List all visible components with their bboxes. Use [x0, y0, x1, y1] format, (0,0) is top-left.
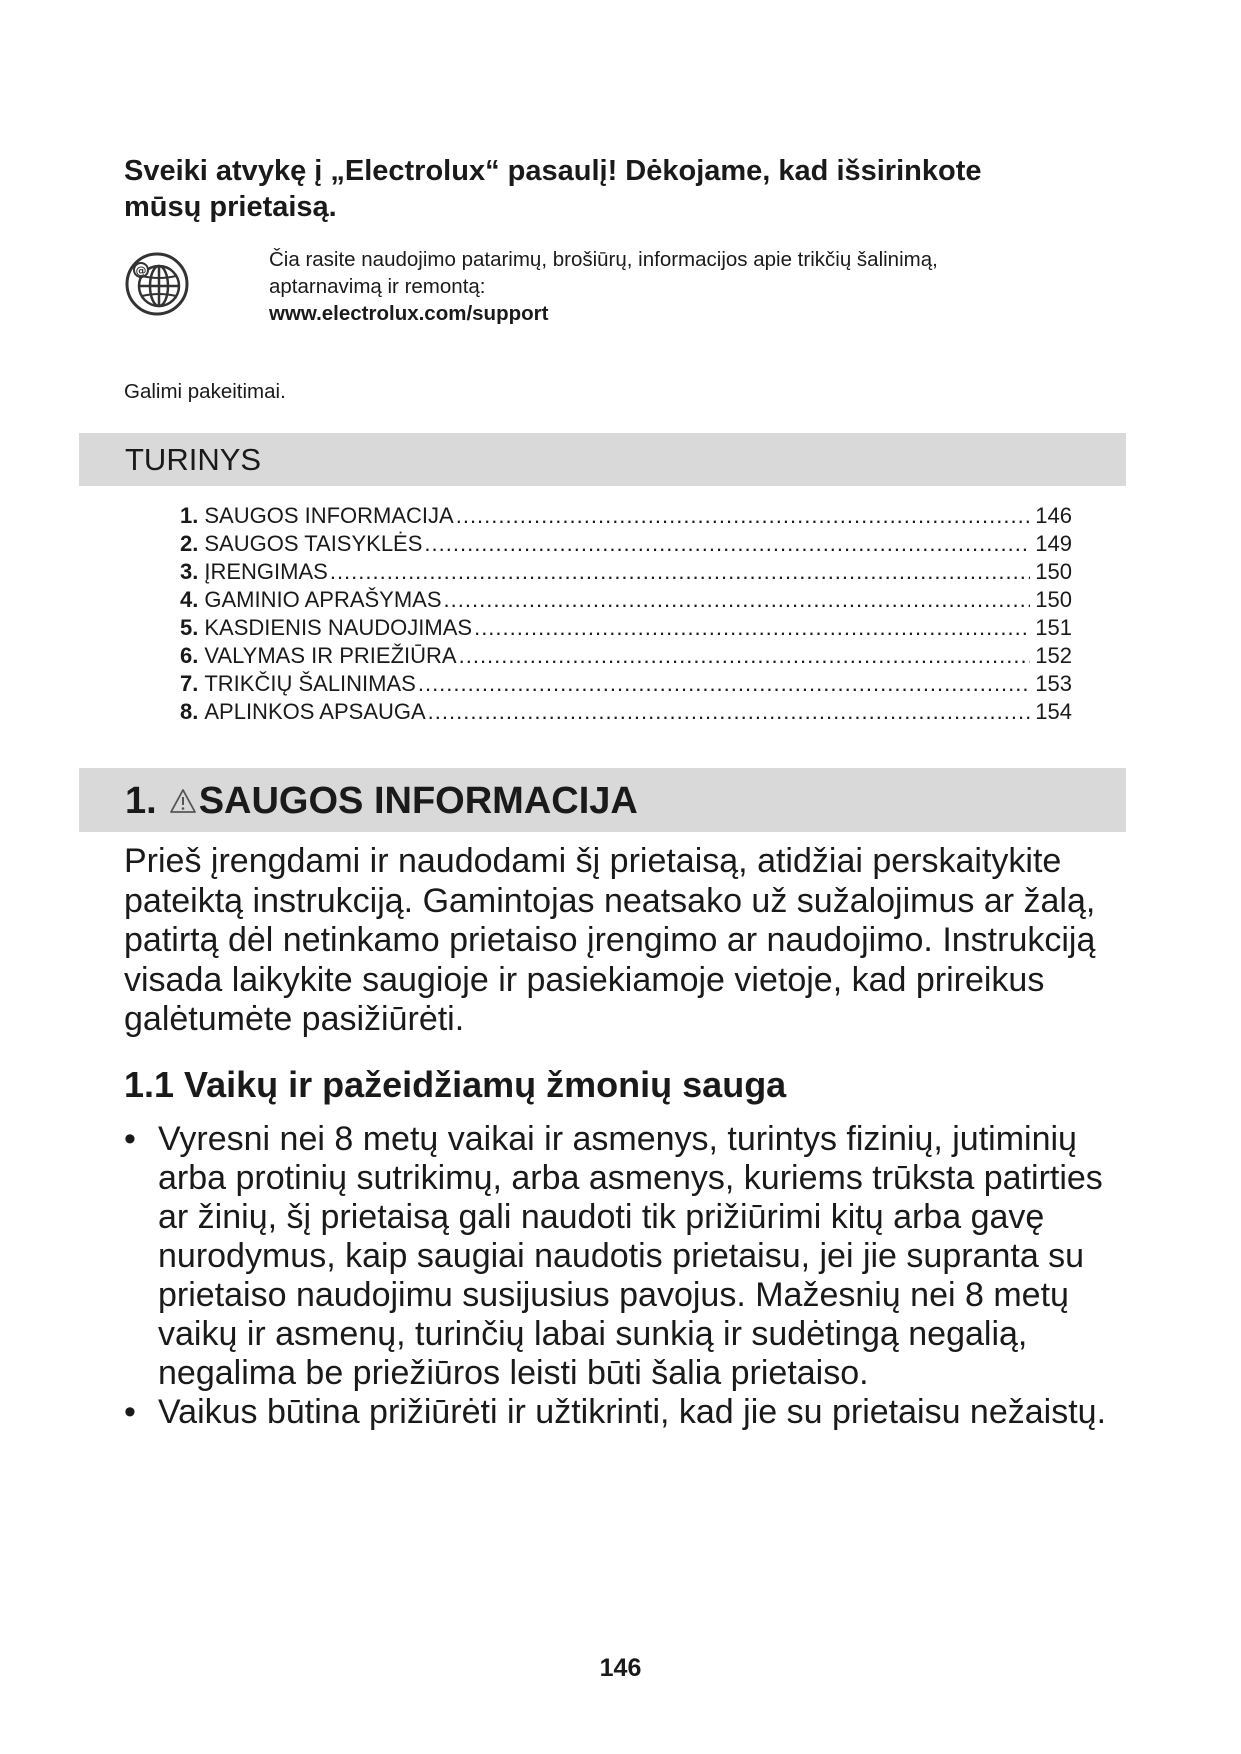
- globe-web-icon: [124, 251, 190, 317]
- toc-item[interactable]: [180, 558, 1072, 586]
- toc-item[interactable]: [180, 670, 1072, 698]
- toc-item-label: ĮRENGIMAS: [204, 559, 328, 584]
- list-item-text: Vaikus būtina prižiūrėti ir užtikrinti, kad jie su prietaisu nežaistų.: [158, 1393, 1107, 1431]
- toc-item-label: SAUGOS TAISYKLĖS: [204, 531, 423, 556]
- toc-item-page: 149: [1035, 531, 1072, 556]
- toc-leader-dots: [330, 558, 1030, 586]
- toc-item-label: KASDIENIS NAUDOJIMAS: [204, 615, 473, 640]
- toc-item[interactable]: [180, 530, 1072, 558]
- toc-title: TURINYS: [125, 442, 262, 477]
- toc-item[interactable]: [180, 642, 1072, 670]
- toc-item[interactable]: [180, 502, 1072, 530]
- toc-item-page: 154: [1035, 699, 1072, 724]
- section-header: [79, 768, 1126, 832]
- toc-leader-dots: [474, 614, 1030, 642]
- toc-item-number: 2.: [180, 531, 199, 556]
- changes-note: Galimi pakeitimai.: [124, 380, 286, 403]
- toc-item-page: 150: [1035, 587, 1072, 612]
- toc-item-label: SAUGOS INFORMACIJA: [204, 503, 454, 528]
- toc-item-page: 150: [1035, 559, 1072, 584]
- toc-item-label: APLINKOS APSAUGA: [204, 699, 426, 724]
- page-number: 146: [599, 1654, 642, 1682]
- bullet-mark: •: [124, 1120, 136, 1158]
- toc-leader-dots: [428, 698, 1030, 726]
- support-link[interactable]: www.electrolux.com/support: [269, 302, 549, 325]
- warning-triangle-icon: [169, 788, 197, 814]
- toc-item-number: 4.: [180, 587, 199, 612]
- toc-item-label: TRIKČIŲ ŠALINIMAS: [204, 671, 416, 696]
- toc-item-number: 7.: [180, 671, 199, 696]
- toc-item-number: 8.: [180, 699, 199, 724]
- table-of-contents: [180, 502, 1072, 726]
- subsection-title: 1.1 Vaikų ir pažeidžiamų žmonių sauga: [124, 1064, 787, 1105]
- support-description: Čia rasite naudojimo patarimų, brošiūrų, informacijos apie trikčių šalinimą, aptarnavimą ir remontą:: [269, 248, 938, 298]
- toc-item[interactable]: [180, 698, 1072, 726]
- support-info: [269, 246, 1029, 327]
- toc-item[interactable]: [180, 614, 1072, 642]
- toc-item-page: 152: [1035, 643, 1072, 668]
- section-title: [125, 780, 638, 822]
- section-number: 1.: [125, 780, 157, 822]
- list-item-text: Vyresni nei 8 metų vaikai ir asmenys, turintys fizinių, jutiminių arba protinių sutrikimų, arba asmenys, kuriems trūksta patirties ar žinių, šį prietaisą gali naudoti tik prižiūrimi kitų arba gavę nurodymus, kaip saugiai naudotis prietaisu, jei jie supranta su prietaiso naudojimu susijusius pavojus. Mažesnių nei 8 metų vaikų ir asmenų, turinčių labai sunkią ir sudėtingą negalią, negalima be priežiūros leisti būti šalia prietaiso.: [158, 1120, 1103, 1392]
- toc-leader-dots: [424, 530, 1030, 558]
- toc-leader-dots: [444, 586, 1030, 614]
- toc-header: [79, 433, 1126, 486]
- section-title-text: SAUGOS INFORMACIJA: [198, 780, 638, 822]
- toc-item-page: 146: [1035, 503, 1072, 528]
- toc-leader-dots: [456, 502, 1030, 530]
- toc-item-number: 5.: [180, 615, 199, 640]
- toc-item-page: 153: [1035, 671, 1072, 696]
- toc-item-label: GAMINIO APRAŠYMAS: [204, 587, 442, 612]
- toc-item-number: 1.: [180, 503, 199, 528]
- toc-item-number: 3.: [180, 559, 199, 584]
- toc-item[interactable]: [180, 586, 1072, 614]
- svg-text:@: @: [135, 264, 147, 277]
- toc-item-label: VALYMAS IR PRIEŽIŪRA: [204, 643, 457, 668]
- toc-item-page: 151: [1035, 615, 1072, 640]
- welcome-heading: Sveiki atvykę į „Electrolux“ pasaulį! Dėkojame, kad išsirinkote mūsų prietaisą.: [124, 155, 982, 223]
- toc-leader-dots: [459, 642, 1030, 670]
- list-item: [124, 1393, 1134, 1432]
- safety-bullet-list: [124, 1120, 1134, 1432]
- bullet-mark: •: [124, 1393, 136, 1431]
- toc-leader-dots: [418, 670, 1030, 698]
- list-item: [124, 1120, 1134, 1393]
- toc-item-number: 6.: [180, 643, 199, 668]
- safety-intro-paragraph: Prieš įrengdami ir naudodami šį prietaisą, atidžiai perskaitykite pateiktą instrukciją. Gamintojas neatsako už sužalojimus ar žalą, patirtą dėl netinkamo prietaiso įrengimo ar naudojimo. Instrukciją visada laikykite saugioje ir pasiekiamoje vietoje, kad prireikus galėtumėte pasižiūrėti.: [124, 842, 1096, 1038]
